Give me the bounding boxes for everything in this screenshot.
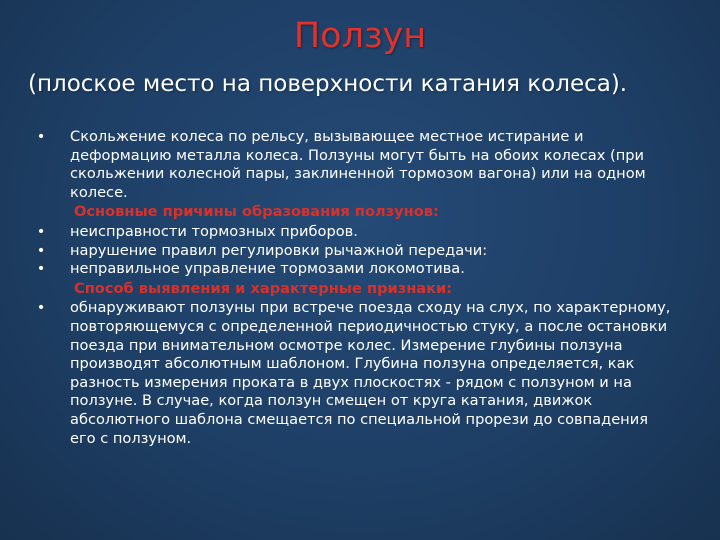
bullet-icon: • [36,128,46,145]
bullet-item-cause [34,242,674,261]
bullet-icon: • [36,222,46,240]
bullet-text: неисправности тормозных приборов. [70,222,358,240]
bullet-icon: • [36,241,46,259]
slide-body [34,128,674,448]
bullet-icon: • [36,299,46,317]
bullet-text: неправильное управление тормозами локомотива. [70,260,465,278]
bullet-item-cause [34,260,674,279]
section-heading-causes: Основные причины образования ползунов: [74,203,439,221]
bullet-item-cause [34,223,674,242]
slide-subtitle: (плоское место на поверхности катания колеса). [28,71,628,97]
bullet-item-definition [34,128,674,202]
slide-title: Ползун [293,16,427,56]
bullet-text: нарушение правил регулировки рычажной передачи: [70,241,488,259]
section-heading-detection: Способ выявления и характерные признаки: [74,279,453,297]
bullet-icon: • [36,260,46,278]
bullet-text: Скольжение колеса по рельсу, вызывающее местное истирание и деформацию металла колеса. Ползуны могут быть на обоих колесах (при скольжении колесной пары, заклиненной тормозом вагона) или на одном колесе. [70,128,646,201]
bullet-text: обнаруживают ползуны при встрече поезда сходу на слух, по характерному, повторяющемуся с определенной периодичностью стуку, а после остановки поезда при внимательном осмотре колес. Измерение глубины ползуна производят абсолютным шаблоном. Глубина ползуна определяется, как разность измерения проката в двух плоскостях - рядом с ползуном и на ползуне. В случае, когда ползун смещен от круга катания, движок абсолютного шаблона смещается по специальной прорези до совпадения его с ползуном. [70,299,671,447]
bullet-item-detection [34,299,674,448]
